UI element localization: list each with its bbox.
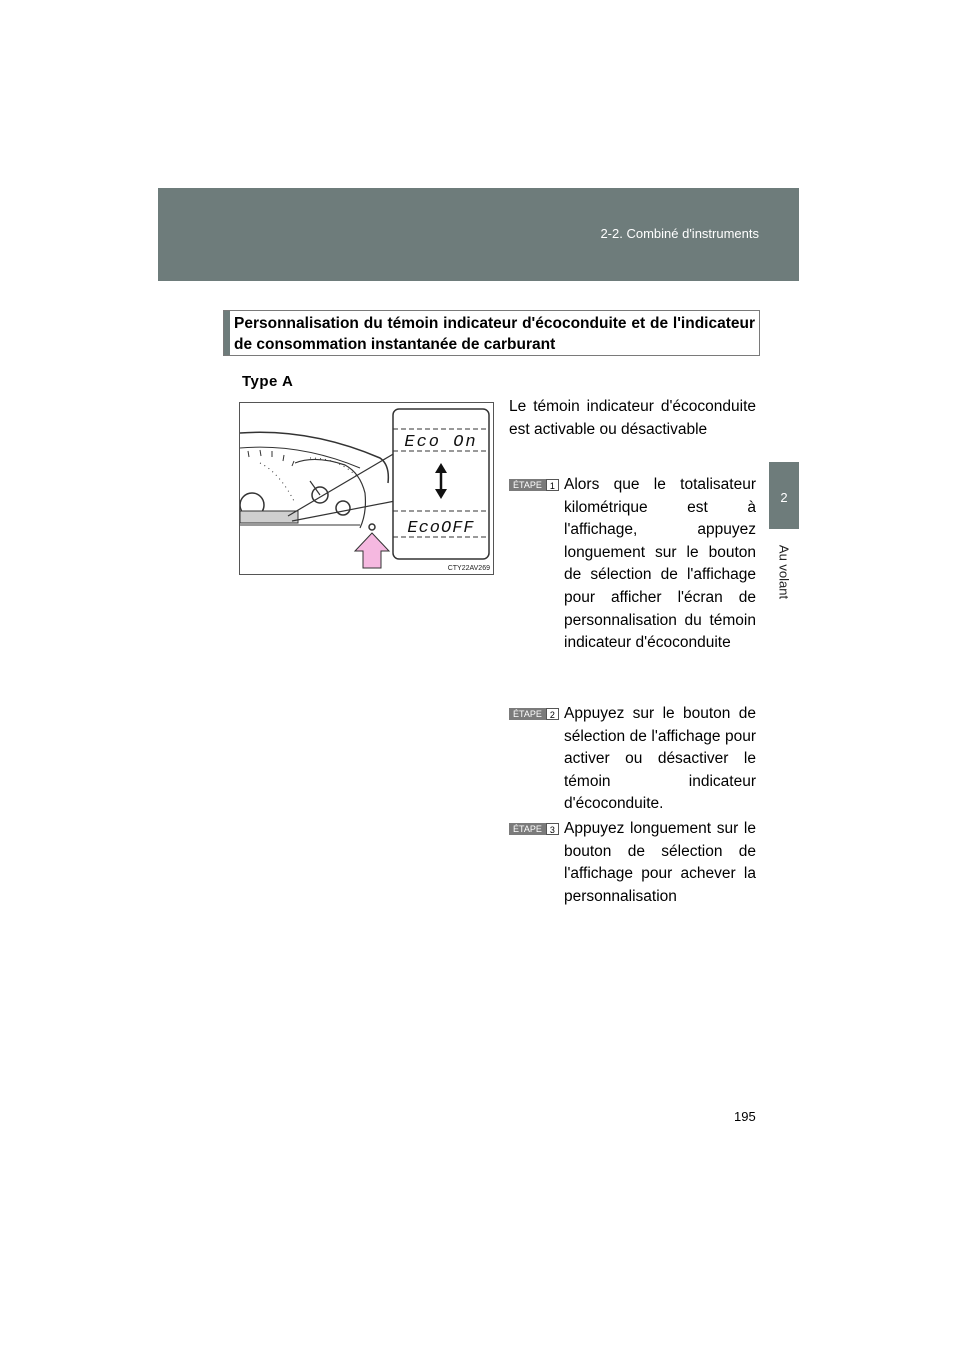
section-heading-box — [223, 310, 760, 356]
intro-paragraph: Le témoin indicateur d'écoconduite est activable ou désactivable — [509, 398, 756, 438]
instrument-illustration — [239, 402, 494, 575]
step-text: Appuyez longuement sur le bouton de sélection de l'affichage pour achever la personnalisation — [564, 820, 756, 905]
pointer-arrow-icon — [355, 533, 389, 568]
step-word: ÉTAPE — [509, 479, 546, 491]
cluster-diagram — [240, 403, 494, 575]
heading-accent-bar — [224, 311, 230, 355]
step-word: ÉTAPE — [509, 708, 546, 720]
step-number: 2 — [546, 708, 559, 720]
display-select-button — [369, 524, 375, 530]
figure-code: CTY22AV269 — [447, 565, 490, 572]
header-band — [158, 188, 799, 281]
step-word: ÉTAPE — [509, 823, 546, 835]
chapter-number: 2 — [780, 490, 788, 505]
section-title: 2-2. Combiné d'instruments — [600, 226, 759, 241]
display-eco-off: EcoOFF — [407, 519, 475, 538]
step-number: 1 — [546, 479, 559, 491]
page-number: 195 — [734, 1109, 756, 1124]
step-text: Appuyez sur le bouton de sélection de l'affichage pour activer ou désactiver le témoin indicateur d'écoconduite. — [564, 705, 756, 813]
section-heading: Personnalisation du témoin indicateur d'écoconduite et de l'indicateur de consommation instantanée de carburant — [234, 315, 755, 353]
step-badge — [509, 708, 559, 720]
step-badge — [509, 479, 559, 491]
step-badge — [509, 823, 559, 835]
chapter-label: Au volant — [776, 544, 792, 600]
type-label: Type A — [242, 373, 294, 390]
step-text: Alors que le totalisateur kilométrique est à l'affichage, appuyez longuement sur le bouton de sélection de l'affichage pour afficher l'écran de personnalisation du témoin indicateur d'écoconduite — [564, 476, 756, 652]
step-number: 3 — [546, 823, 559, 835]
chapter-tab — [769, 462, 799, 529]
display-eco-on: Eco On — [404, 433, 478, 452]
